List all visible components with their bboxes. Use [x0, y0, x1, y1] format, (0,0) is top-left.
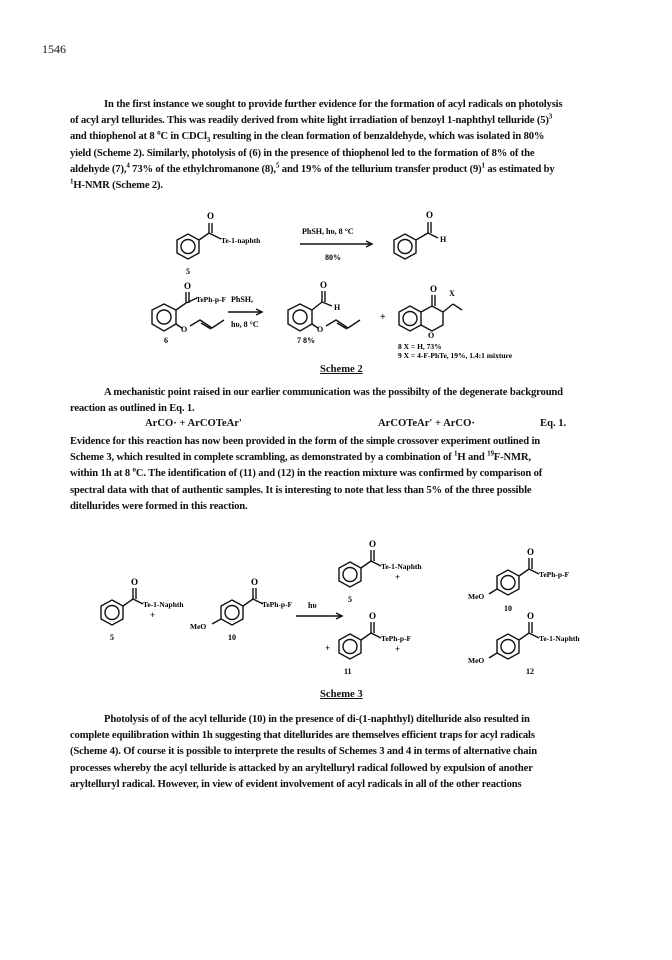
equation-label: Eq. 1.	[540, 418, 567, 429]
ring-O-8: O	[428, 331, 435, 340]
p4-line5: aryltelluryl radical. However, in view of evident involvement of acyl radicals in all of the other reactions	[70, 778, 522, 790]
s3-meo-1: MeO	[190, 622, 207, 631]
scheme2-conditions-1: PhSH, hυ, 8 °C	[302, 227, 354, 236]
page-number: 1546	[42, 42, 66, 56]
equation-left: ArCO· + ArCOTeAr'	[145, 418, 242, 429]
s3-p1-sub: Te-1-Naphth	[381, 562, 422, 571]
carbonyl-O-5: O	[430, 284, 438, 294]
scheme-2-figure	[0, 200, 672, 360]
s3-plus-2: +	[395, 572, 401, 582]
p4-line4: processes whereby the acyl telluride is attacked by an aryltelluryl radical followed by expulsion of another	[70, 762, 533, 774]
paragraph-3	[70, 434, 630, 515]
te-naphth-label-1: Te-1-naphth	[221, 236, 261, 245]
p2-line1: A mechanistic point raised in our earlier communication was the possibilty of the degenerate background	[104, 387, 563, 398]
paragraph-2	[70, 385, 630, 417]
compound-5-label: 5	[186, 267, 190, 276]
compound-9-label: 9 X = 4-F-PhTe, 19%, 1.4:1 mixture	[398, 351, 513, 360]
s3-hv: hυ	[308, 601, 317, 610]
s3-O-3: O	[369, 540, 377, 549]
p1-line6: $^1$H-NMR (Scheme 2).	[70, 177, 163, 192]
scheme2-yield-1: 80%	[325, 253, 341, 262]
equation-right: ArCOTeAr' + ArCO·	[378, 418, 475, 429]
ether-O-7: O	[317, 325, 324, 334]
carbonyl-O-4: O	[320, 280, 328, 290]
s3-r2-sub: TePh-p-F	[262, 600, 293, 609]
s3-plus-4: +	[395, 644, 401, 654]
p1-line3: and thiophenol at 8 $^o$C in CDCl$_3$ resulting in the clean formation of benzaldehyde, which was isolated in 80%	[70, 128, 545, 145]
s3-O-1: O	[131, 577, 139, 587]
scheme2-conditions-2b: hυ, 8 °C	[231, 320, 259, 329]
s3-p3-num: 11	[344, 667, 352, 676]
benzene-ring-product	[394, 234, 416, 259]
carbonyl-O-2: O	[426, 210, 434, 220]
s3-meo-2: MeO	[468, 592, 485, 601]
chromanone-ring	[399, 306, 443, 331]
p1-line2: of acyl aryl tellurides. This was readily derived from white light irradiation of benzoyl 1-naphthyl telluride $(5)^3$	[70, 112, 553, 127]
s3-O-5: O	[527, 547, 535, 557]
scheme2-conditions-2a: PhSH,	[231, 295, 254, 304]
s3-r1-sub: Te-1-Naphth	[143, 600, 184, 609]
s3-r1-num: 5	[110, 633, 114, 642]
p3-line1: Evidence for this reaction has now been provided in the form of the simple crossover experiment outlined in	[70, 436, 540, 447]
s3-p4-sub: Te-1-Naphth	[539, 634, 580, 643]
p4-line1: Photolysis of of the acyl telluride (10) in the presence of di-(1-naphthyl) ditelluride also resulted in	[104, 714, 530, 725]
p3-line3: within 1h at 8 $^o$C. The identification of (11) and (12) in the reaction mixture was confirmed by comparison of	[70, 465, 543, 480]
s3-plus-3: +	[325, 643, 331, 653]
s3-p2-num: 10	[504, 604, 512, 613]
scheme-3-caption: Scheme 3	[320, 689, 363, 700]
scheme-2-caption: Scheme 2	[320, 364, 363, 375]
ether-O-6: O	[181, 325, 188, 334]
compound-8-label: 8 X = H, 73%	[398, 342, 442, 351]
s3-O-4: O	[369, 611, 377, 621]
aldehyde-H-2: H	[334, 303, 341, 312]
p1-line4: yield (Scheme 2). Similarly, photolysis of (6) in the presence of thiophenol led to the formation of 8% of the	[70, 147, 535, 159]
s3-p3-sub: TePh-p-F	[381, 634, 412, 643]
p3-line2: Scheme 3, which resulted in complete scrambling, as demonstrated by a combination of $^1$H and $^{19}$F-NMR,	[70, 449, 531, 464]
plus-sign: +	[380, 312, 386, 323]
p4-line3: (Scheme 4). Of course it is possible to interprete the results of Schemes 3 and 4 in terms of alternative chain	[70, 746, 537, 758]
p2-line2: reaction as outlined in Eq. 1.	[70, 403, 195, 415]
s3-r2-num: 10	[228, 633, 236, 642]
p1-line5: aldehyde (7),$^4$ 73% of the ethylchromanone (8),$^5$ and 19% of the tellurium transfer product $(9)^1$ as estimated by	[70, 161, 555, 175]
paragraph-1	[70, 97, 630, 194]
teph-label-6: TePh-p-F	[196, 295, 227, 304]
compound-6-label: 6	[164, 336, 168, 345]
s3-plus-1: +	[150, 610, 156, 620]
aldehyde-H-1: H	[440, 235, 447, 244]
substituent-X: X	[449, 289, 455, 298]
p3-line5: ditellurides were formed in this reaction.	[70, 500, 248, 512]
s3-p2-sub: TePh-p-F	[539, 570, 570, 579]
compound-7-yield: 7 8%	[297, 336, 315, 345]
carbonyl-O-3: O	[184, 281, 192, 291]
paragraph-4	[70, 712, 630, 793]
benzene-ring-7	[288, 304, 312, 331]
s3-O-2: O	[251, 577, 259, 587]
p3-line4: spectral data with that of authentic samples. It is interesting to note that less than 5% of the three possible	[70, 484, 532, 496]
s3-O-6: O	[527, 611, 535, 621]
p1-line1: In the first instance we sought to provide further evidence for the formation of acyl radicals on photolysis	[104, 99, 563, 110]
s3-p1-num: 5	[348, 595, 352, 604]
scheme-3-figure	[0, 540, 672, 690]
carbonyl-O-1: O	[207, 211, 215, 221]
benzene-ring-5	[177, 234, 199, 259]
p4-line2: complete equilibration within 1h suggesting that ditellurides are themselves efficient traps for acyl radicals	[70, 730, 535, 742]
s3-meo-3: MeO	[468, 656, 485, 665]
s3-p4-num: 12	[526, 667, 534, 676]
benzene-ring-6	[152, 304, 176, 331]
